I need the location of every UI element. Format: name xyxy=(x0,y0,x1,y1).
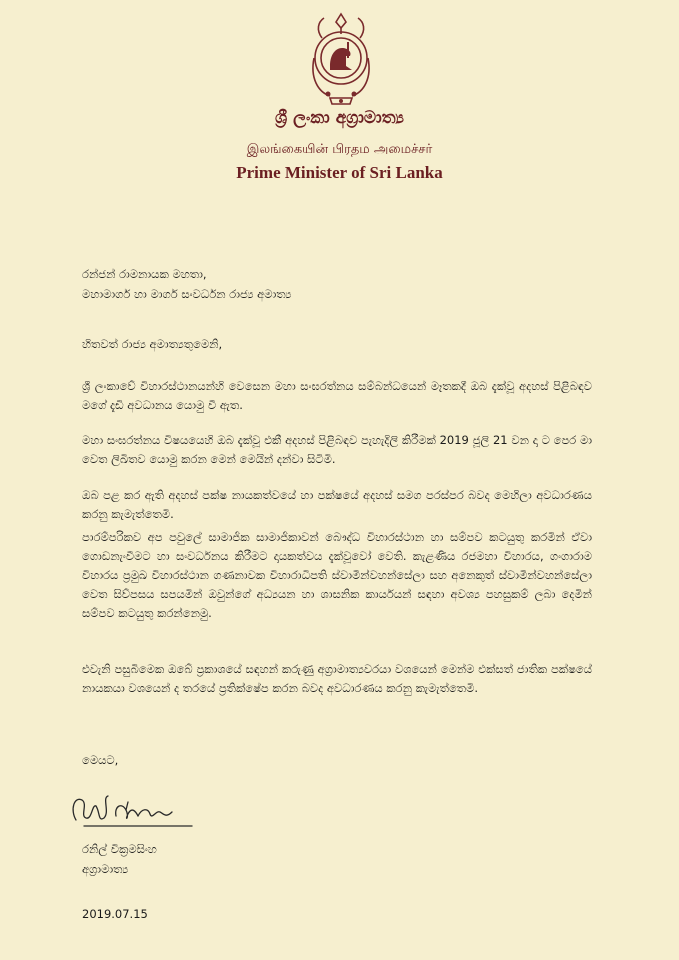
paragraph-4: පාරම්පරිකව අප පවුලේ සාමාජික සාමාජිකාවන් බෞද්ධ විහාරස්ථාන හා සම්පව කටයුතු කරමින් ඒවා ගොඩනැංවීමට හා සංවර්ධනය කිරීමට දායකත්වය දැක්වූවෝ වෙති. කැළණිය රජමහා විහාරය, ගංගාරාම විහාරය ප්‍රමුඛ විහාරස්ථාන ගණනාවක විහාරාධිපති ස්වාමීන්වහන්සේලා සහ අනෙකුත් ස්වාමීන්වහන්සේලා වෙත සිව්පසය සපයමින් ඔවුන්ගේ අධ්‍යයන හා ශාසනික කාර්යයන් සඳහා අවශ්‍ය පහසුකම් ලබා දෙමින් සම්පව කටයුතු කරන්නෙමු. xyxy=(82,530,592,620)
letterhead-title-tamil: இலங்கையின் பிரதம அமைச்சர் xyxy=(246,142,433,157)
signatory-name: රනිල් වික්‍රමසිංහ xyxy=(82,842,157,856)
closing: මෙයට, xyxy=(82,753,119,767)
salutation: හිතවත් රාජ්‍ය අමාත්‍යතුමෙනි, xyxy=(82,337,223,351)
letter-date: 2019.07.15 xyxy=(82,907,148,921)
paragraph-1: ශ්‍රී ලංකාවේ විහාරස්ථානයන්හි වෙසෙන මහා සංඝරත්නය සම්බන්ධයෙන් මෑතකදී ඔබ දැක්වූ අදහස් පිළිබඳව මගේ දැඩි අවධානය යොමු වී ඇත. xyxy=(82,379,592,412)
paragraph-2: මහා සංඝරත්නය විෂයයෙහි ඔබ දැක්වූ එකී අදහස් පිළිබඳව පැහැදිලි කිරීමක් 2019 ජූලි 21 වන දා ට පෙර මා වෙත ලිඛිතව යොමු කරන මෙන් මෙයින් දන්වා සිටිමි. xyxy=(82,433,592,466)
paragraph-5: එවැනි පසුබිමෙක ඔබේ ප්‍රකාශයේ සඳහන් කරුණු අග්‍රාමාත්‍යවරයා වශයෙන් මෙන්ම එක්සත් ජාතික පක්ෂයේ නායකයා වශයෙන් ද තරයේ ප්‍රතික්ෂේප කරන බවද අවධාරණය කරනු කැමැත්තෙමි. xyxy=(82,662,592,695)
letterhead-title-sinhala: ශ්‍රී ලංකා අග්‍රාමාත්‍ය xyxy=(275,108,404,128)
recipient-name: රන්ජන් රාමනායක මහතා, xyxy=(82,267,207,281)
recipient-position: මහාමාර්ග හා මාර්ග සංවර්ධන රාජ්‍ය අමාත්‍ය xyxy=(82,287,292,301)
letterhead-title-english: Prime Minister of Sri Lanka xyxy=(236,163,443,182)
sri-lanka-emblem-icon xyxy=(300,8,382,108)
paragraph-3: ඔබ පළ කර ඇති අදහස් පක්ෂ නායකත්වයේ හා පක්ෂයේ අදහස් සමග පරස්පර බවද මෙහිලා අවධාරණය කරනු කැමැත්තෙමි. xyxy=(82,488,592,521)
handwritten-signature xyxy=(66,782,196,837)
signatory-title: අග්‍රාමාත්‍ය xyxy=(82,862,129,876)
